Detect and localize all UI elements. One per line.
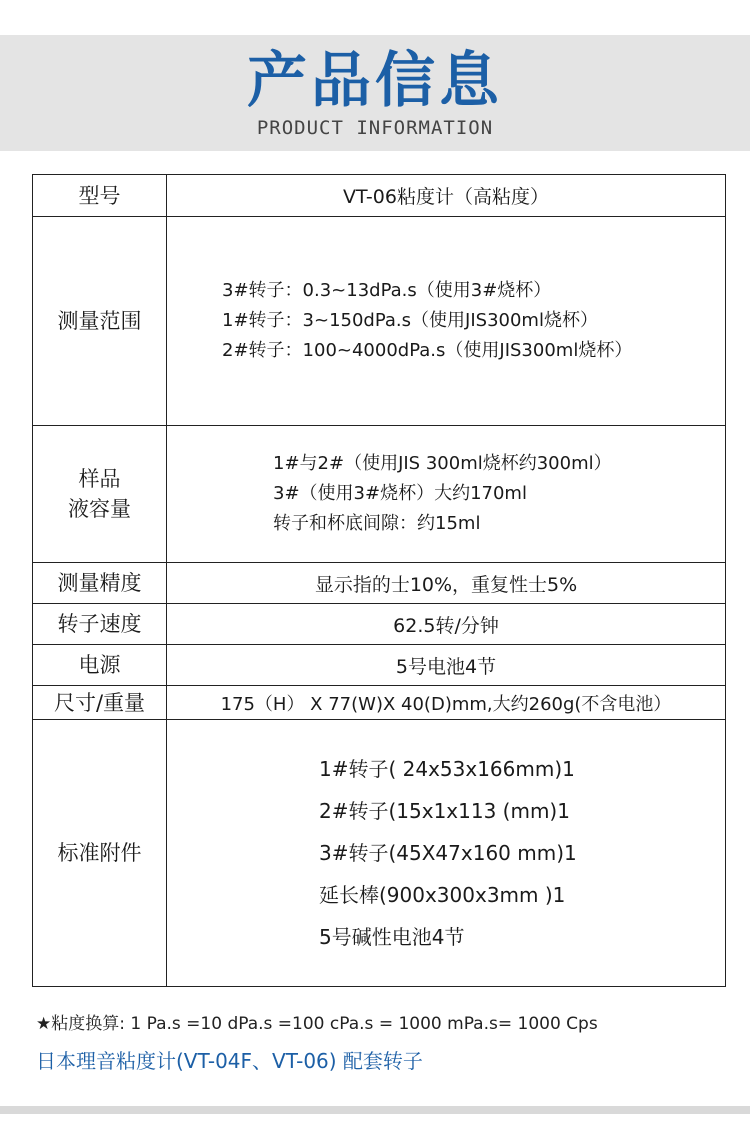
accuracy-label: 测量精度	[33, 563, 167, 604]
accessory-item: 2#转子(15x1x113 (mm)1	[319, 799, 570, 823]
accessory-item: 3#转子(45X47x160 mm)1	[319, 841, 577, 865]
bottom-divider	[0, 1106, 750, 1114]
table-row-model	[33, 175, 726, 217]
accessory-item: 1#转子( 24x53x166mm)1	[319, 757, 575, 781]
sample-label-line1: 样品	[78, 467, 121, 491]
section-title: 产品信息	[247, 46, 503, 116]
speed-label: 转子速度	[33, 604, 167, 645]
sample-line: 1#与2#（使用JIS 300ml烧杯约300ml）	[273, 453, 612, 474]
power-value: 5号电池4节	[167, 645, 726, 686]
sample-line: 3#（使用3#烧杯）大约170ml	[273, 483, 527, 504]
viscosity-conversion-note: ★粘度换算: 1 Pa.s =10 dPa.s =100 cPa.s = 1000 mPa.s= 1000 Cps	[36, 1014, 598, 1034]
model-value: VT-06粘度计（高粘度）	[167, 175, 726, 217]
size-label: 尺寸/重量	[33, 686, 167, 720]
accessories-label: 标准附件	[33, 720, 167, 987]
section-header	[0, 35, 750, 151]
spec-table	[32, 174, 726, 987]
range-line: 1#转子：3~150dPa.s（使用JIS300ml烧杯）	[222, 310, 598, 331]
section-subtitle: PRODUCT INFORMATION	[256, 117, 494, 139]
size-value: 175（H） X 77(W)X 40(D)mm,大约260g(不含电池）	[167, 686, 726, 720]
accessories-value	[167, 720, 726, 987]
range-label: 测量范围	[33, 217, 167, 426]
sample-line: 转子和杯底间隙：约15ml	[273, 513, 481, 534]
sample-label-line2: 液容量	[68, 497, 131, 521]
table-row-speed	[33, 604, 726, 645]
table-row-sample	[33, 426, 726, 563]
accessory-item: 5号碱性电池4节	[319, 925, 465, 949]
range-line: 2#转子：100~4000dPa.s（使用JIS300ml烧杯）	[222, 340, 633, 361]
compatible-rotor-link[interactable]: 日本理音粘度计(VT-04F、VT-06) 配套转子	[36, 1049, 423, 1073]
sample-label	[33, 426, 167, 563]
table-row-range	[33, 217, 726, 426]
table-row-power	[33, 645, 726, 686]
table-row-accessories	[33, 720, 726, 987]
model-label: 型号	[33, 175, 167, 217]
power-label: 电源	[33, 645, 167, 686]
range-value	[167, 217, 726, 426]
table-row-accuracy	[33, 563, 726, 604]
table-row-size	[33, 686, 726, 720]
top-margin	[0, 0, 750, 35]
accuracy-value: 显示指的士10%，重复性士5%	[167, 563, 726, 604]
sample-value	[167, 426, 726, 563]
range-line: 3#转子：0.3~13dPa.s（使用3#烧杯）	[222, 280, 552, 301]
accessory-item: 延长棒(900x300x3mm )1	[319, 883, 566, 907]
speed-value: 62.5转/分钟	[167, 604, 726, 645]
